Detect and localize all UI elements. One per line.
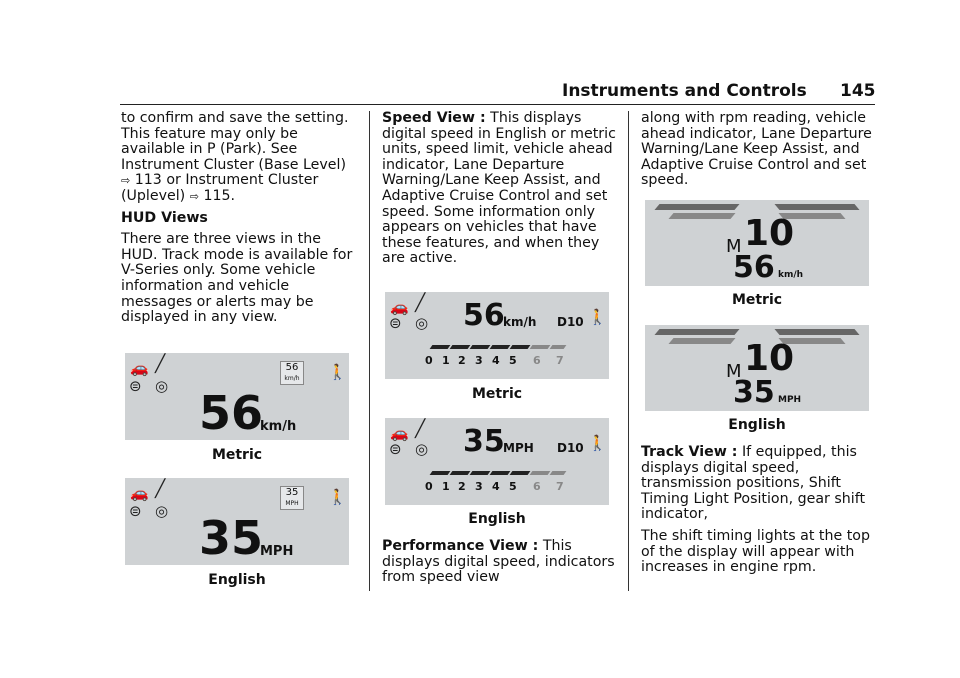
rpm-tick-label: 5 [509, 480, 517, 493]
term-label: Track View : [641, 444, 738, 460]
gear-mode-prefix: M [726, 361, 742, 382]
column-1 [121, 111, 356, 332]
column-divider [628, 111, 629, 591]
lane-keep-icon: ╱ [155, 479, 166, 499]
shift-light-segment [530, 345, 551, 349]
speed-unit: MPH [778, 395, 802, 405]
gear-value: 10 [744, 213, 795, 254]
page-reference-icon: ⇨ [121, 174, 131, 188]
hud-speed-view-metric-image [125, 353, 349, 440]
cruise-control-icon: ⊜ [129, 502, 142, 520]
rpm-tick-label: 0 [425, 480, 433, 493]
hud-track-view-english-image [645, 325, 869, 411]
speed-value: 56 [733, 250, 775, 285]
rpm-tick-label: 3 [475, 354, 483, 367]
rpm-tick-label: 2 [458, 354, 466, 367]
rpm-tick-label: 3 [475, 480, 483, 493]
shift-light-segment [470, 471, 491, 475]
lane-keep-icon: ╱ [415, 419, 426, 439]
rpm-tick-label: 4 [492, 480, 500, 493]
pedestrian-icon: 🚶 [328, 488, 347, 506]
paragraph: The shift timing lights at the top of the display will appear with increases in engine rpm. [641, 527, 870, 576]
cruise-control-icon: ⊜ [389, 440, 402, 458]
shift-light-segment [470, 345, 491, 349]
speed-value: 56 [199, 386, 264, 440]
speed-value: 35 [463, 424, 505, 459]
shift-timing-light [774, 329, 859, 335]
car-ahead-icon: 🚗 [130, 484, 149, 502]
car-ahead-icon: 🚗 [130, 359, 149, 377]
shift-light-segment [490, 345, 511, 349]
paragraph [382, 111, 617, 267]
figure-caption: Metric [731, 292, 783, 308]
hud-performance-view-english-image [385, 418, 609, 505]
column-3 [641, 111, 876, 195]
speed-unit: MPH [260, 544, 294, 559]
column-2-lower [382, 539, 617, 592]
column-3-lower [641, 445, 876, 582]
shift-timing-light [654, 204, 739, 210]
shift-light-segment [430, 471, 451, 475]
rpm-tick-label: 1 [442, 354, 450, 367]
shift-light-segment [490, 471, 511, 475]
steering-assist-icon: ◎ [415, 440, 429, 458]
gear-value: 10 [744, 338, 795, 379]
speed-limit-sign [280, 486, 304, 510]
paragraph-text: This displays digital speed, indicators from speed view [382, 538, 615, 586]
car-ahead-icon: 🚗 [390, 298, 409, 316]
shift-light-segment [550, 471, 567, 475]
rpm-tick-label: 4 [492, 354, 500, 367]
rpm-tick-label: 6 [533, 354, 541, 367]
pedestrian-icon: 🚶 [328, 363, 347, 381]
section-heading: HUD Views [121, 209, 208, 226]
speed-limit-unit: km/h [284, 375, 300, 382]
lane-keep-icon: ╱ [415, 293, 426, 313]
figure-caption: English [468, 511, 526, 527]
paragraph-text: This displays digital speed in English or metric units, speed limit, vehicle ahead indicator, Lane Departure Warning/Lane Keep Assist, and Adaptive Cruise Control and set speed. Some information only appears on vehicles that have these features, and when they are active. [382, 110, 616, 267]
speed-unit: km/h [260, 419, 297, 434]
page-reference-icon: ⇨ [189, 189, 199, 203]
section-title: Instruments and Controls [562, 81, 807, 101]
speed-limit-value: 35 [285, 487, 299, 498]
page-reference[interactable]: 113 [134, 172, 162, 189]
paragraph [121, 111, 356, 205]
gear-indicator: D10 [557, 441, 584, 455]
paragraph-text: or Instrument Cluster (Uplevel) [121, 172, 319, 204]
page-reference[interactable]: 115. [203, 187, 236, 204]
shift-timing-light [668, 338, 735, 344]
steering-assist-icon: ◎ [155, 377, 169, 395]
page-number: 145 [840, 81, 876, 101]
shift-light-segment [510, 471, 531, 475]
figure-caption: Metric [471, 386, 523, 402]
shift-timing-light [774, 204, 859, 210]
speed-value: 35 [199, 511, 264, 565]
gear-indicator: D10 [557, 315, 584, 329]
cruise-control-icon: ⊜ [389, 314, 402, 332]
gear-mode-prefix: M [726, 236, 742, 257]
paragraph [382, 539, 617, 586]
paragraph [641, 445, 876, 523]
hud-speed-view-english-image [125, 478, 349, 565]
paragraph: There are three views in the HUD. Track mode is available for V-Series only. Some vehicle information and vehicle messages or alerts may be displayed in any view. [121, 231, 353, 326]
rpm-tick-label: 2 [458, 480, 466, 493]
figure-caption: English [728, 417, 786, 433]
paragraph-text: to confirm and save the setting. This feature may only be available in P (Park). See Instrument Cluster (Base Level) [121, 110, 349, 173]
rpm-tick-label: 7 [556, 480, 564, 493]
paragraph-text: If equipped, this displays digital speed, transmission positions, Shift Timing Light Position, gear shift indicator, [641, 444, 866, 523]
shift-light-segment [550, 345, 567, 349]
paragraph: along with rpm reading, vehicle ahead indicator, Lane Departure Warning/Lane Keep Assist, and Adaptive Cruise Control and set speed. [641, 110, 872, 189]
speed-unit: km/h [778, 270, 804, 280]
shift-light-segment [510, 345, 531, 349]
rpm-tick-label: 5 [509, 354, 517, 367]
speed-value: 35 [733, 375, 775, 410]
shift-light-segment [530, 471, 551, 475]
speed-value: 56 [463, 298, 505, 333]
shift-timing-light [654, 329, 739, 335]
rpm-tick-label: 7 [556, 354, 564, 367]
speed-limit-unit: MPH [285, 500, 299, 507]
pedestrian-icon: 🚶 [588, 434, 607, 452]
figure-caption: Metric [211, 447, 263, 463]
steering-assist-icon: ◎ [155, 502, 169, 520]
pedestrian-icon: 🚶 [588, 308, 607, 326]
term-label: Speed View : [382, 110, 486, 126]
lane-keep-icon: ╱ [155, 354, 166, 374]
shift-light-segment [450, 471, 471, 475]
cruise-control-icon: ⊜ [129, 377, 142, 395]
hud-track-view-metric-image [645, 200, 869, 286]
figure-caption: English [208, 572, 266, 588]
term-label: Performance View : [382, 538, 539, 554]
column-divider [369, 111, 370, 591]
shift-light-segment [450, 345, 471, 349]
speed-unit: km/h [503, 315, 537, 329]
rpm-tick-label: 0 [425, 354, 433, 367]
car-ahead-icon: 🚗 [390, 424, 409, 442]
speed-unit: MPH [503, 441, 534, 455]
steering-assist-icon: ◎ [415, 314, 429, 332]
shift-timing-light [668, 213, 735, 219]
header-rule [120, 104, 875, 105]
shift-light-segment [430, 345, 451, 349]
rpm-tick-label: 1 [442, 480, 450, 493]
column-2 [382, 111, 617, 273]
speed-limit-sign [280, 361, 304, 385]
speed-limit-value: 56 [285, 362, 299, 373]
rpm-tick-label: 6 [533, 480, 541, 493]
hud-performance-view-metric-image [385, 292, 609, 379]
